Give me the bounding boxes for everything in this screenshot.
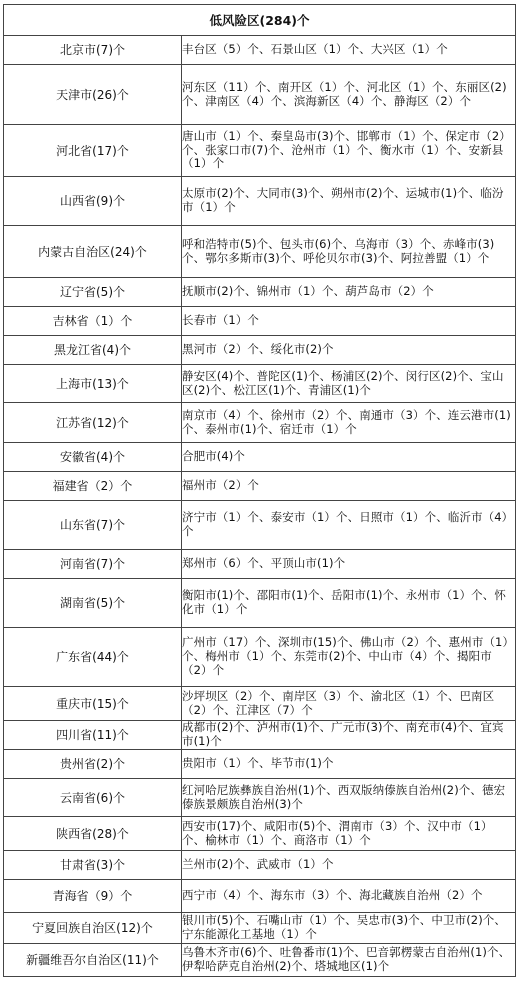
table-row	[4, 944, 516, 977]
province-cell: 新疆维吾尔自治区(11)个	[4, 944, 182, 977]
province-cell: 北京市(7)个	[4, 36, 182, 65]
province-cell: 云南省(6)个	[4, 779, 182, 817]
province-cell: 山西省(9)个	[4, 177, 182, 226]
province-cell: 河北省(17)个	[4, 125, 182, 177]
table-row	[4, 336, 516, 365]
district-list-cell: 太原市(2)个、大同市(3)个、朔州市(2)个、运城市(1)个、临汾市（1）个	[182, 177, 516, 226]
province-cell: 福建省（2）个	[4, 472, 182, 501]
province-cell: 四川省(11)个	[4, 721, 182, 750]
district-list-cell: 衡阳市(1)个、邵阳市(1)个、岳阳市(1)个、永州市（1）个、怀化市（1）个	[182, 579, 516, 628]
table-row	[4, 65, 516, 125]
table-body	[4, 36, 516, 977]
province-cell: 陕西省(28)个	[4, 817, 182, 851]
province-cell: 辽宁省(5)个	[4, 278, 182, 307]
district-list-cell: 银川市(5)个、石嘴山市（1）个、吴忠市(3)个、中卫市(2)个、宁东能源化工基地（1）个	[182, 913, 516, 944]
district-list-cell: 南京市（4）个、徐州市（2）个、南通市（3）个、连云港市(1)个、泰州市(1)个、宿迁市（1）个	[182, 403, 516, 443]
district-list-cell: 郑州市（6）个、平顶山市(1)个	[182, 550, 516, 579]
province-cell: 上海市(13)个	[4, 365, 182, 403]
district-list-cell: 济宁市（1）个、泰安市（1）个、日照市（1）个、临沂市（4）个	[182, 501, 516, 550]
district-list-cell: 沙坪坝区（2）个、南岸区（3）个、渝北区（1）个、巴南区（2）个、江津区（7）个	[182, 687, 516, 721]
table-row	[4, 403, 516, 443]
district-list-cell: 呼和浩特市(5)个、包头市(6)个、乌海市（3）个、赤峰市(3)个、鄂尔多斯市(3)个、呼伦贝尔市(3)个、阿拉善盟（1）个	[182, 226, 516, 278]
table-row	[4, 226, 516, 278]
province-cell: 黑龙江省(4)个	[4, 336, 182, 365]
district-list-cell: 黑河市（2）个、绥化市(2)个	[182, 336, 516, 365]
district-list-cell: 长春市（1）个	[182, 307, 516, 336]
district-list-cell: 贵阳市（1）个、毕节市(1)个	[182, 750, 516, 779]
province-cell: 广东省(44)个	[4, 628, 182, 687]
province-cell: 甘肃省(3)个	[4, 851, 182, 880]
district-list-cell: 乌鲁木齐市(6)个、吐鲁番市(1)个、巴音郭楞蒙古自治州(1)个、伊犁哈萨克自治州(2)个、塔城地区(1)个	[182, 944, 516, 977]
table-row	[4, 307, 516, 336]
table-row	[4, 472, 516, 501]
table-row	[4, 36, 516, 65]
table-row	[4, 721, 516, 750]
district-list-cell: 丰台区（5）个、石景山区（1）个、大兴区（1）个	[182, 36, 516, 65]
province-cell: 吉林省（1）个	[4, 307, 182, 336]
table-row	[4, 177, 516, 226]
district-list-cell: 广州市（17）个、深圳市(15)个、佛山市（2）个、惠州市（1）个、梅州市（1）个、东莞市(2)个、中山市（4）个、揭阳市（2）个	[182, 628, 516, 687]
district-list-cell: 唐山市（1）个、秦皇岛市(3)个、邯郸市（1）个、保定市（2）个、张家口市(7)个、沧州市（1）个、衡水市（1）个、安新县（1）个	[182, 125, 516, 177]
district-list-cell: 河东区（11）个、南开区（1）个、河北区（1）个、东丽区(2)个、津南区（4）个、滨海新区（4）个、静海区（2）个	[182, 65, 516, 125]
table-row	[4, 687, 516, 721]
district-list-cell: 红河哈尼族彝族自治州(1)个、西双版纳傣族自治州(2)个、德宏傣族景颇族自治州(3)个	[182, 779, 516, 817]
province-cell: 内蒙古自治区(24)个	[4, 226, 182, 278]
table-title: 低风险区(284)个	[4, 5, 516, 36]
table-header-row	[4, 5, 516, 36]
province-cell: 贵州省(2)个	[4, 750, 182, 779]
district-list-cell: 西宁市（4）个、海东市（3）个、海北藏族自治州（2）个	[182, 880, 516, 913]
province-cell: 山东省(7)个	[4, 501, 182, 550]
table-row	[4, 913, 516, 944]
province-cell: 青海省（9）个	[4, 880, 182, 913]
table-row	[4, 880, 516, 913]
table-row	[4, 501, 516, 550]
table-row	[4, 851, 516, 880]
district-list-cell: 抚顺市(2)个、锦州市（1）个、葫芦岛市（2）个	[182, 278, 516, 307]
risk-table-container	[3, 4, 515, 977]
district-list-cell: 静安区(4)个、普陀区(1)个、杨浦区(2)个、闵行区(2)个、宝山区(2)个、松江区(1)个、青浦区(1)个	[182, 365, 516, 403]
table-row	[4, 443, 516, 472]
district-list-cell: 西安市(17)个、咸阳市(5)个、渭南市（3）个、汉中市（1）个、榆林市（1）个、商洛市（1）个	[182, 817, 516, 851]
low-risk-table	[3, 4, 516, 977]
table-row	[4, 779, 516, 817]
district-list-cell: 成都市(2)个、泸州市(1)个、广元市(3)个、南充市(4)个、宜宾市(1)个	[182, 721, 516, 750]
province-cell: 河南省(7)个	[4, 550, 182, 579]
table-row	[4, 817, 516, 851]
table-row	[4, 550, 516, 579]
province-cell: 天津市(26)个	[4, 65, 182, 125]
district-list-cell: 兰州市(2)个、武威市（1）个	[182, 851, 516, 880]
district-list-cell: 合肥市(4)个	[182, 443, 516, 472]
table-row	[4, 628, 516, 687]
province-cell: 江苏省(12)个	[4, 403, 182, 443]
province-cell: 安徽省(4)个	[4, 443, 182, 472]
table-row	[4, 278, 516, 307]
table-row	[4, 579, 516, 628]
table-row	[4, 750, 516, 779]
district-list-cell: 福州市（2）个	[182, 472, 516, 501]
table-row	[4, 125, 516, 177]
province-cell: 宁夏回族自治区(12)个	[4, 913, 182, 944]
table-row	[4, 365, 516, 403]
province-cell: 湖南省(5)个	[4, 579, 182, 628]
province-cell: 重庆市(15)个	[4, 687, 182, 721]
